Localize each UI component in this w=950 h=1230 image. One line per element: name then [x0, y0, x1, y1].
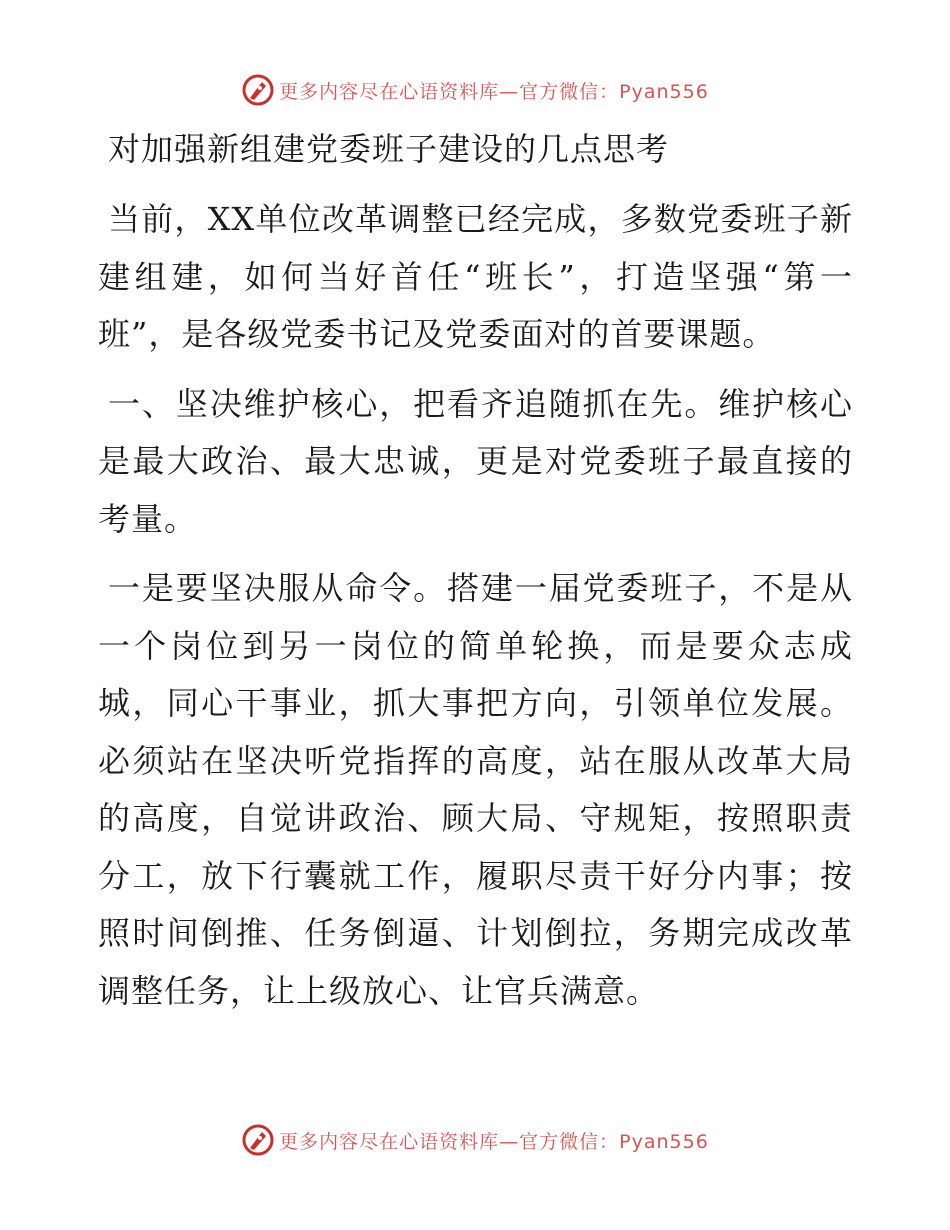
- paragraph-section-one: 一、坚决维护核心，把看齐追随抓在先。维护核心是最大政治、最大忠诚，更是对党委班子最直接的考量。: [98, 384, 853, 538]
- watermark-text: 更多内容尽在心语资料库—官方微信：Pyan556: [279, 1130, 709, 1153]
- watermark-text: 更多内容尽在心语资料库—官方微信：Pyan556: [279, 80, 709, 103]
- document-body: [98, 125, 853, 1032]
- pen-nib-icon: [241, 73, 275, 107]
- header-watermark-banner: [0, 70, 950, 110]
- pen-nib-icon: [241, 1123, 275, 1157]
- footer-watermark-banner: [0, 1120, 950, 1160]
- paragraph-point-one: 一是要坚决服从命令。搭建一届党委班子，不是从一个岗位到另一岗位的简单轮换，而是要众志成城，同心干事业，抓大事把方向，引领单位发展。必须站在坚决听党指挥的高度，站在服从改革大局的高度，自觉讲政治、顾大局、守规矩，按照职责分工，放下行囊就工作，履职尽责干好分内事；按照时间倒推、任务倒逼、计划倒拉，务期完成改革调整任务，让上级放心、让官兵满意。: [98, 569, 853, 1010]
- page-title: 对加强新组建党委班子建设的几点思考: [108, 130, 670, 168]
- paragraph-intro: 当前，XX单位改革调整已经完成，多数党委班子新建组建，如何当好首任“班长”，打造坚强“第一班”，是各级党委书记及党委面对的首要课题。: [98, 200, 853, 353]
